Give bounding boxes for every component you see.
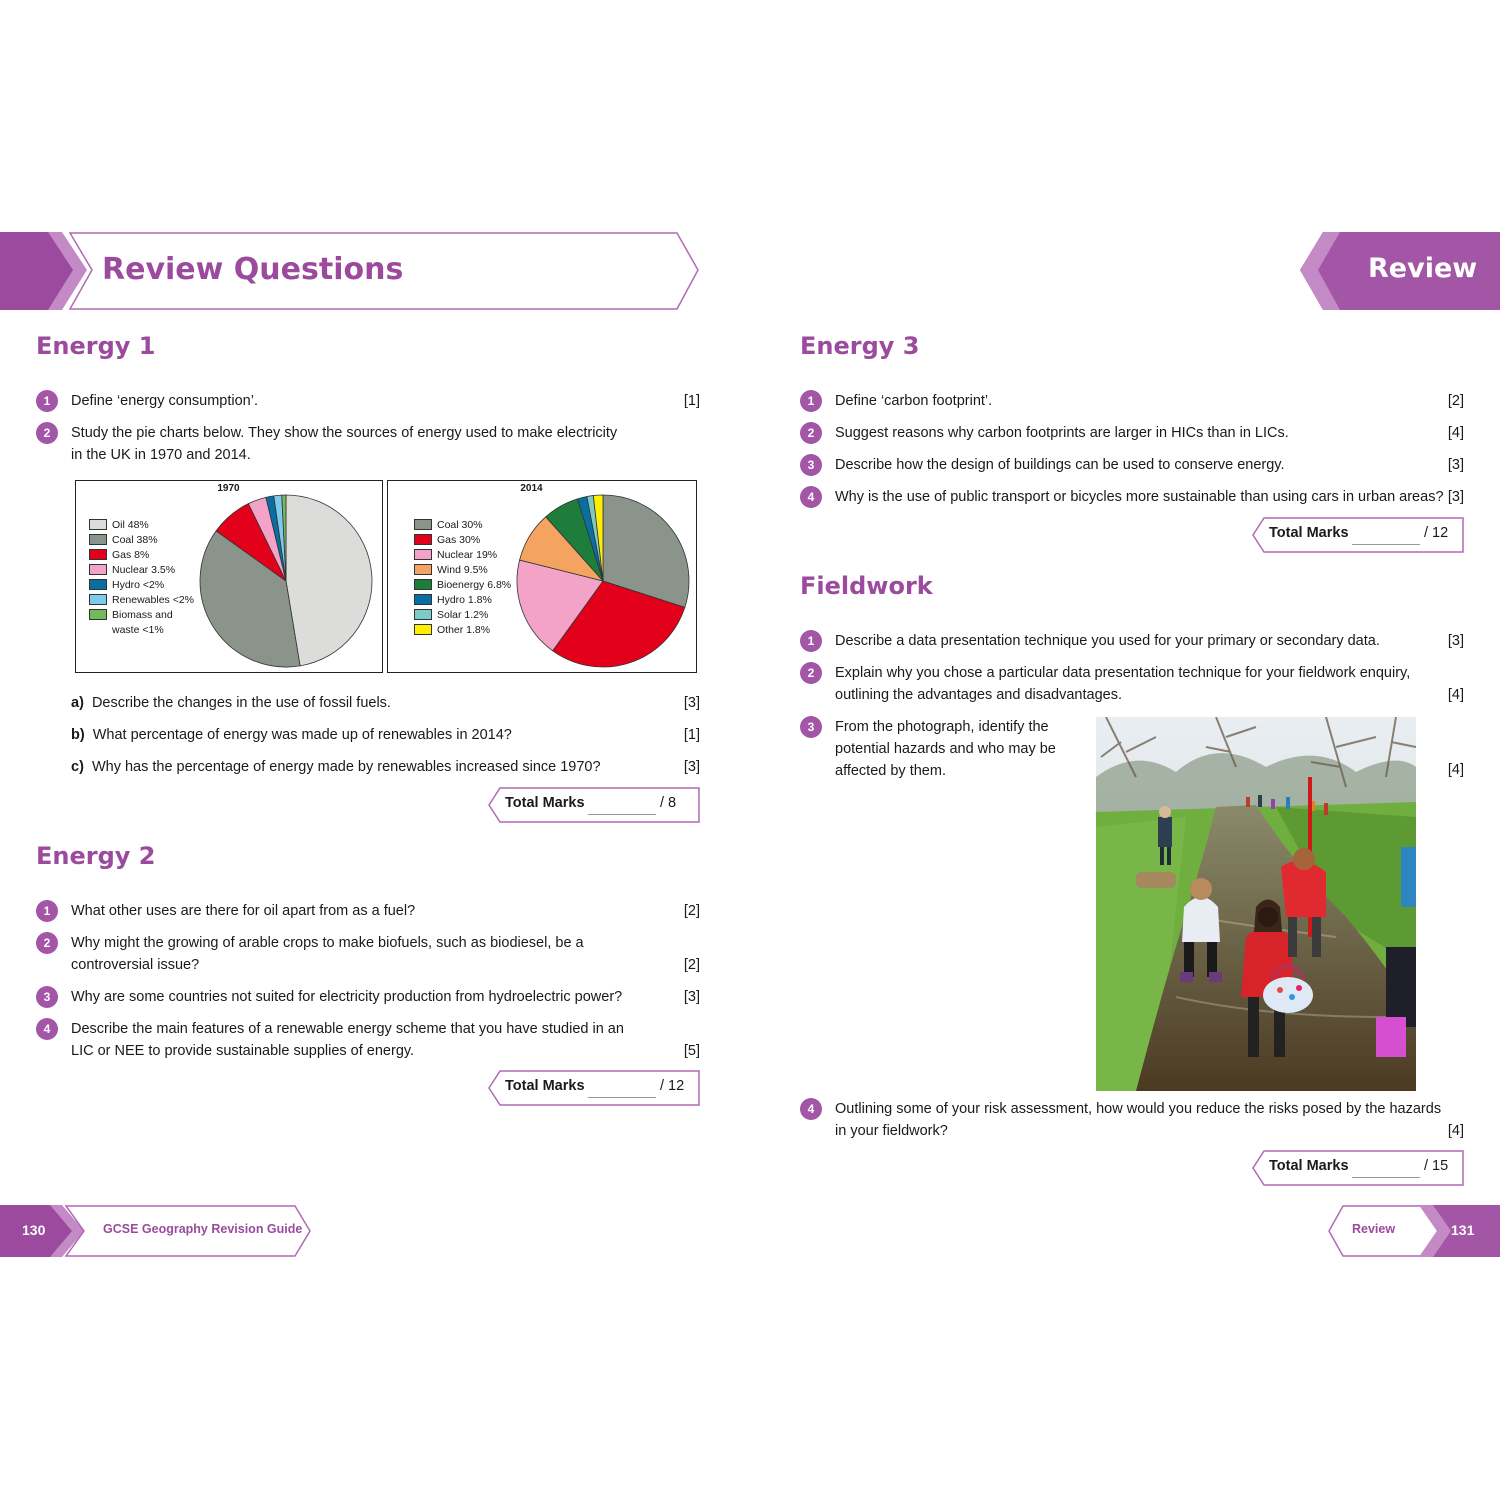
question-text: Suggest reasons why carbon footprints are larger in HICs than in LICs. [835,425,1289,441]
question-text: Describe the changes in the use of fossil fuels. [91,695,391,711]
question-fieldwork-2 [800,662,1464,706]
question-marks: [3] [683,759,700,775]
legend-swatch [414,549,432,560]
legend-swatch [89,594,107,605]
legend-label: Hydro 1.8% [437,594,492,606]
question-marks: [4] [1447,687,1464,703]
question-number: 4 [800,1098,822,1120]
sub-question-letter: b) [71,727,85,743]
question-number: 2 [800,662,822,684]
pie-graphic [198,493,374,669]
question-energy3-3 [800,454,1464,476]
question-number: 4 [800,486,822,508]
question-text: Why has the percentage of energy made by renewables increased since 1970? [91,759,601,775]
legend-label: Other 1.8% [437,624,491,636]
question-energy1-1 [36,390,700,412]
legend-swatch [414,579,432,590]
question-number: 1 [36,900,58,922]
legend-label: Biomass and [112,609,173,621]
page-number-left: 130 [22,1222,46,1238]
question-number: 1 [800,390,822,412]
legend-label: Gas 8% [112,549,150,561]
fieldwork-photograph [1096,717,1416,1091]
question-energy1-2 [36,422,700,466]
legend-label: waste <1% [112,624,164,636]
section-title-energy-2: Energy 2 [36,842,156,870]
chart-title: 2014 [520,483,543,494]
question-marks: [2] [683,957,700,973]
question-text: Describe how the design of buildings can be used to conserve energy. [835,457,1285,473]
question-fieldwork-4 [800,1098,1464,1142]
legend-swatch [89,519,107,530]
question-text: What other uses are there for oil apart from as a fuel? [71,903,416,919]
question-marks: [3] [683,695,700,711]
question-number: 3 [800,454,822,476]
legend-swatch [89,579,107,590]
question-text: What percentage of energy was made up of renewables in 2014? [92,727,512,743]
total-marks-label: Total Marks [1269,1158,1349,1174]
legend-label: Gas 30% [437,534,481,546]
question-energy3-4 [800,486,1464,508]
pie-slice-oil [286,495,372,666]
pie-chart-1970 [75,480,383,673]
question-text-line-3: affected by them. [835,763,946,779]
total-marks-label: Total Marks [1269,525,1349,541]
question-text-line-1: Explain why you chose a particular data presentation technique for your fieldwork enquiry, [835,665,1411,681]
legend-label: Solar 1.2% [437,609,489,621]
legend-label: Nuclear 19% [437,549,498,561]
question-number: 2 [800,422,822,444]
answer-line [588,814,656,815]
page-title: Review Questions [102,252,404,287]
question-text: Describe a data presentation technique you used for your primary or secondary data. [835,633,1380,649]
question-text: Define ‘carbon footprint’. [835,393,993,409]
question-marks: [3] [1447,457,1464,473]
total-marks-energy-2 [488,1070,700,1106]
legend-label: Bioenergy 6.8% [437,579,512,591]
total-marks-label: Total Marks [505,1078,585,1094]
question-energy3-1 [800,390,1464,412]
question-energy1-2b [71,724,700,746]
question-marks: [4] [1447,425,1464,441]
question-energy3-2 [800,422,1464,444]
question-text-line-1: Outlining some of your risk assessment, how would you reduce the risks posed by the hazards [835,1101,1442,1117]
question-text-line-2: in the UK in 1970 and 2014. [71,447,251,463]
legend-label: Coal 38% [112,534,158,546]
question-marks: [3] [1447,489,1464,505]
question-number: 3 [800,716,822,738]
question-number: 2 [36,422,58,444]
answer-line [588,1097,656,1098]
total-marks-fieldwork [1252,1150,1464,1186]
total-marks-energy-1 [488,787,700,823]
review-tab-title: Review [1368,253,1478,284]
question-energy2-4 [36,1018,700,1062]
legend-swatch [414,624,432,635]
answer-line [1352,1177,1420,1178]
total-marks-value: / 12 [1424,525,1449,541]
total-marks-label: Total Marks [505,795,585,811]
question-energy1-2a [71,692,700,714]
answer-line [1352,544,1420,545]
question-text-line-1: Study the pie charts below. They show the sources of energy used to make electricity [71,425,618,441]
legend-swatch [414,609,432,620]
question-number: 2 [36,932,58,954]
legend-label: Hydro <2% [112,579,165,591]
question-number: 4 [36,1018,58,1040]
legend-swatch [89,609,107,620]
question-text: Why are some countries not suited for electricity production from hydroelectric power? [71,989,623,1005]
pie-graphic [515,493,691,669]
question-text-line-1: Describe the main features of a renewable energy scheme that you have studied in an [71,1021,624,1037]
question-text-line-2: potential hazards and who may be [835,741,1056,757]
question-number: 3 [36,986,58,1008]
question-marks: [3] [683,989,700,1005]
section-title-fieldwork: Fieldwork [800,572,933,600]
section-title-energy-3: Energy 3 [800,332,920,360]
question-energy2-1 [36,900,700,922]
question-energy1-2c [71,756,700,778]
total-marks-energy-3 [1252,517,1464,553]
question-marks: [4] [1447,1123,1464,1139]
legend-swatch [89,564,107,575]
question-marks: [4] [1447,762,1464,778]
question-marks: [1] [683,393,700,409]
total-marks-value: / 8 [660,795,677,811]
chart-title: 1970 [217,483,240,494]
question-text-line-2: outlining the advantages and disadvantages. [835,687,1122,703]
legend-label: Wind 9.5% [437,564,488,576]
section-title-energy-1: Energy 1 [36,332,156,360]
question-text-line-1: Why might the growing of arable crops to make biofuels, such as biodiesel, be a [71,935,584,951]
legend-swatch [414,594,432,605]
question-fieldwork-1 [800,630,1464,652]
page-number-right: 131 [1451,1222,1475,1238]
question-marks: [2] [683,903,700,919]
question-text-line-2: controversial issue? [71,957,200,973]
sub-question-letter: c) [71,759,84,775]
legend-swatch [89,549,107,560]
total-marks-value: / 15 [1424,1158,1449,1174]
legend-label: Oil 48% [112,519,149,531]
question-text-line-1: From the photograph, identify the [835,719,1049,735]
question-energy2-3 [36,986,700,1008]
question-energy2-2 [36,932,700,976]
legend-swatch [414,519,432,530]
legend-swatch [414,534,432,545]
question-marks: [5] [683,1043,700,1059]
question-number: 1 [800,630,822,652]
footer-book-title: GCSE Geography Revision Guide [103,1222,303,1236]
chart-legend [89,519,209,649]
legend-swatch [89,534,107,545]
question-text-line-2: in your fieldwork? [835,1123,948,1139]
sub-question-letter: a) [71,695,84,711]
question-marks: [1] [683,727,700,743]
question-text: Define ‘energy consumption’. [71,393,258,409]
pie-chart-2014 [387,480,697,673]
question-text-line-2: LIC or NEE to provide sustainable supplies of energy. [71,1043,415,1059]
legend-label: Nuclear 3.5% [112,564,176,576]
legend-swatch [414,564,432,575]
legend-label: Coal 30% [437,519,483,531]
footer-section-label: Review [1352,1222,1396,1236]
total-marks-value: / 12 [660,1078,685,1094]
question-marks: [2] [1447,393,1464,409]
question-text: Why is the use of public transport or bicycles more sustainable than using cars in urban areas? [835,489,1444,505]
legend-label: Renewables <2% [112,594,195,606]
question-marks: [3] [1447,633,1464,649]
question-number: 1 [36,390,58,412]
